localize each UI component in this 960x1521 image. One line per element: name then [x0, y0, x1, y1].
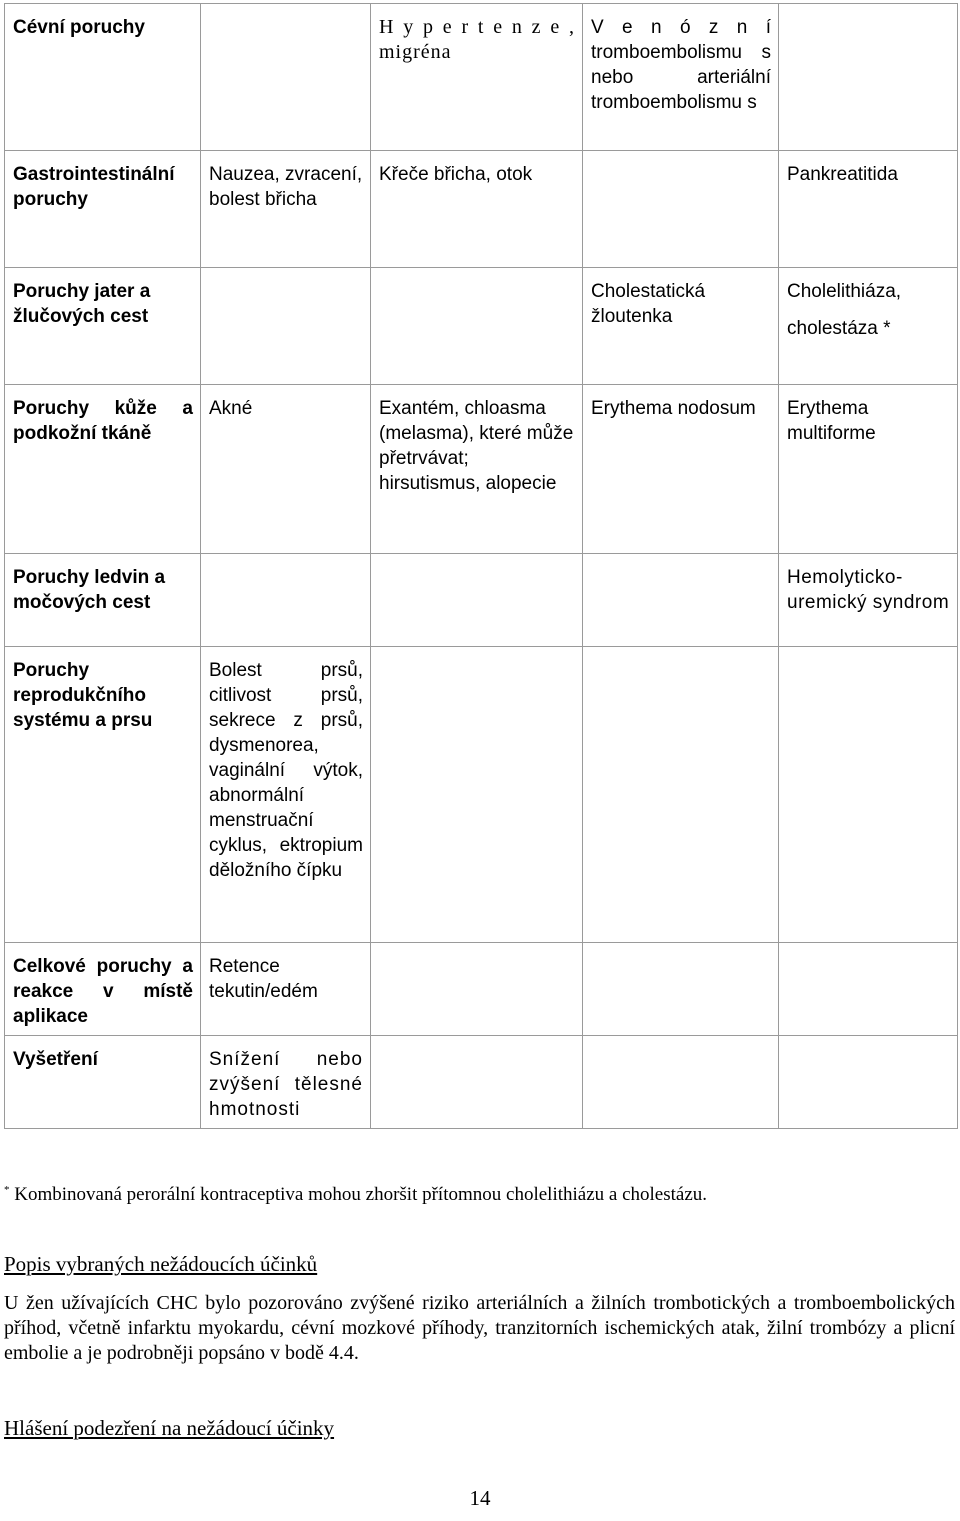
- effect-cell: Akné: [201, 385, 371, 554]
- effect-cell: [583, 1036, 779, 1129]
- effect-cell: Nauzea, zvracení, bolest břicha: [201, 151, 371, 268]
- effect-cell: [371, 1036, 583, 1129]
- organ-class-cell: Poruchy kůže a podkožní tkáně: [5, 385, 201, 554]
- effect-cell: [371, 943, 583, 1036]
- effect-cell: [779, 1036, 958, 1129]
- effect-cell: [371, 647, 583, 943]
- table-row: [5, 385, 958, 554]
- effect-cell: [779, 647, 958, 943]
- organ-class-cell: Poruchy jater a žlučových cest: [5, 268, 201, 385]
- effect-cell: [583, 943, 779, 1036]
- effect-cell: Snížení nebo zvýšení tělesné hmotnosti: [201, 1036, 371, 1129]
- effect-cell: [779, 943, 958, 1036]
- table-footnote: [4, 1178, 707, 1207]
- effect-cell: Bolest prsů, citlivost prsů, sekrece z prsů, dysmenorea, vaginální výtok, abnormální menstruační cyklus, ektropium děložního čípku: [201, 647, 371, 943]
- adverse-effects-table: [4, 3, 958, 1129]
- table-row: [5, 943, 958, 1036]
- effect-cell: [201, 4, 371, 151]
- effect-cell: [583, 151, 779, 268]
- section-paragraph: U žen užívajících CHC bylo pozorováno zvýšené riziko arteriálních a žilních trombotických a tromboembolických příhod, včetně infarktu myokardu, cévní mozkové příhody, tranzitorních ischemických atak, žilní trombózy a plicní embolie a je podrobněji popsáno v bodě 4.4.: [4, 1292, 955, 1364]
- organ-class-cell: Gastrointestinální poruchy: [5, 151, 201, 268]
- organ-class-cell: Vyšetření: [5, 1036, 201, 1129]
- effect-cell: Erythema nodosum: [583, 385, 779, 554]
- effect-cell: H y p e r t e n z e , migréna: [371, 4, 583, 151]
- effect-cell: [201, 554, 371, 647]
- effect-cell: Retence tekutin/edém: [201, 943, 371, 1036]
- effect-cell: V e n ó z n í tromboembolismu s nebo arteriální tromboembolismu s: [583, 4, 779, 151]
- table-row: [5, 1036, 958, 1129]
- table-row: [5, 554, 958, 647]
- organ-class-cell: Poruchy reprodukčního systému a prsu: [5, 647, 201, 943]
- organ-class-cell: Cévní poruchy: [5, 4, 201, 151]
- page-number: 14: [469, 1486, 491, 1510]
- table-row: [5, 151, 958, 268]
- effect-cell: [201, 268, 371, 385]
- section-heading-selected-effects: Popis vybraných nežádoucích účinků: [4, 1252, 318, 1276]
- effect-cell: [371, 554, 583, 647]
- organ-class-cell: Poruchy ledvin a močových cest: [5, 554, 201, 647]
- table-row: [5, 4, 958, 151]
- table-row: [5, 268, 958, 385]
- organ-class-cell: Celkové poruchy a reakce v místě aplikace: [5, 943, 201, 1036]
- effect-cell: Cholestatická žloutenka: [583, 268, 779, 385]
- effect-cell: [779, 4, 958, 151]
- table-row: [5, 647, 958, 943]
- effect-cell: Pankreatitida: [779, 151, 958, 268]
- section-heading-reporting: Hlášení podezření na nežádoucí účinky: [4, 1416, 335, 1440]
- effect-cell: Erythema multiforme: [779, 385, 958, 554]
- effect-cell: Hemolyticko-uremický syndrom: [779, 554, 958, 647]
- effect-cell: [583, 647, 779, 943]
- effect-cell: Křeče břicha, otok: [371, 151, 583, 268]
- effect-cell: Exantém, chloasma (melasma), které může přetrvávat; hirsutismus, alopecie: [371, 385, 583, 554]
- footnote-marker: *: [4, 1184, 10, 1196]
- effect-cell: [583, 554, 779, 647]
- footnote-text: Kombinovaná perorální kontraceptiva mohou zhoršit přítomnou cholelithiázu a cholestázu.: [14, 1184, 708, 1205]
- effect-cell: [371, 268, 583, 385]
- effect-cell: Cholelithiáza, cholestáza *: [779, 268, 958, 385]
